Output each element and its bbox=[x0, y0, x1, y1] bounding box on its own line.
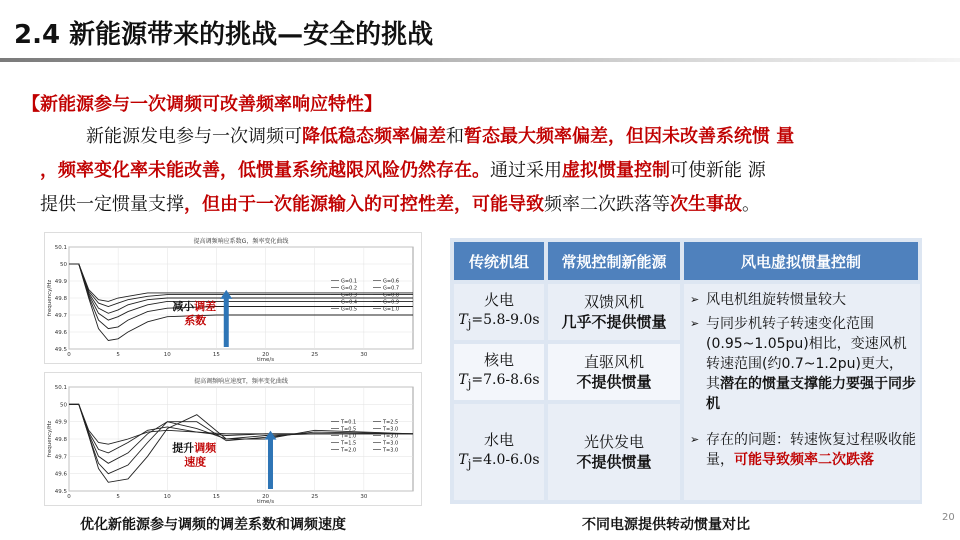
inertia-comparison-table bbox=[450, 238, 922, 504]
annotation-text: 调差 bbox=[194, 300, 217, 314]
y-tick-label: 49.7 bbox=[54, 454, 67, 461]
cell-dfig bbox=[548, 284, 680, 340]
tj-symbol: T bbox=[458, 312, 468, 329]
legend-label: G=0.6 bbox=[383, 278, 400, 285]
emphasis-text: 降低稳态频率偏差 bbox=[302, 126, 446, 147]
chart-svg bbox=[45, 233, 421, 363]
virtual-inertia-notes bbox=[684, 284, 920, 500]
chart-response-speed bbox=[44, 372, 422, 506]
y-tick-label: 49.9 bbox=[54, 419, 67, 426]
y-tick-label: 49.9 bbox=[54, 279, 67, 285]
x-tick-label: 15 bbox=[212, 494, 220, 500]
x-tick-label: 30 bbox=[360, 352, 368, 358]
title-underline bbox=[0, 58, 960, 62]
tj-symbol: T bbox=[458, 452, 468, 469]
emphasis-text: 可能导致频率二次跌落 bbox=[734, 452, 874, 468]
page-title: 2.4 新能源带来的挑战—安全的挑战 bbox=[14, 20, 434, 50]
inertia-note: 几乎不提供惯量 bbox=[561, 313, 667, 331]
x-tick-label: 20 bbox=[262, 494, 270, 500]
bullet-arrow-icon: ➢ bbox=[690, 433, 700, 446]
page-number: 20 bbox=[942, 512, 955, 523]
emphasis-text: ，但由于一次能源输入的可控性差，可能导致 bbox=[184, 194, 544, 215]
tj-value bbox=[458, 310, 539, 334]
legend-label: T=1.0 bbox=[341, 433, 357, 440]
annotation-text: 提升 bbox=[172, 441, 195, 455]
x-tick-label: 20 bbox=[262, 352, 270, 358]
legend-label: T=2.5 bbox=[383, 419, 399, 426]
para-line-2 bbox=[40, 154, 920, 188]
legend-label: G=0.9 bbox=[383, 299, 400, 306]
text-run: 通过采用 bbox=[490, 160, 562, 181]
section-subhead: 【新能源参与一次调频可改善频率响应特性】 bbox=[22, 94, 382, 115]
legend-label: G=0.4 bbox=[341, 299, 358, 306]
text-run: 可使新能 源 bbox=[670, 160, 766, 181]
y-axis-label: frequency/Hz bbox=[47, 279, 53, 317]
header-traditional: 传统机组 bbox=[454, 242, 544, 280]
legend-label: G=0.3 bbox=[341, 292, 358, 299]
legend-label: T=0.5 bbox=[341, 426, 357, 433]
bullet-arrow-icon: ➢ bbox=[690, 293, 700, 306]
annotation-text: 系数 bbox=[184, 314, 207, 328]
inertia-note: 不提供惯量 bbox=[576, 453, 652, 471]
tj-sub: j bbox=[467, 316, 472, 331]
inertia-note: 不提供惯量 bbox=[576, 373, 652, 391]
bullet-arrow-icon: ➢ bbox=[690, 317, 700, 330]
unit-name: 核电 bbox=[483, 351, 514, 370]
legend-label: T=3.0 bbox=[383, 426, 399, 433]
y-tick-label: 49.8 bbox=[54, 296, 67, 302]
header-virtual-inertia: 风电虚拟惯量控制 bbox=[684, 242, 918, 280]
annotation-text: 调频 bbox=[194, 441, 217, 455]
legend-label: G=0.7 bbox=[383, 285, 400, 292]
text-run: 新能源发电参与一次调频可 bbox=[86, 126, 302, 147]
cell-nuclear bbox=[454, 344, 544, 400]
legend-label: T=3.0 bbox=[383, 447, 399, 454]
x-tick-label: 10 bbox=[163, 352, 171, 358]
legend-label: G=1.0 bbox=[383, 306, 400, 313]
x-tick-label: 0 bbox=[67, 352, 71, 358]
tj-range: =7.6-8.6s bbox=[471, 372, 540, 389]
chart-title: 提高调频响应系数G，频率变化曲线 bbox=[193, 238, 289, 245]
x-tick-label: 0 bbox=[67, 494, 71, 500]
text-run: 与同步机转子转速变化范围(0.95~1.05pu)相比，变速风机转速范围(约0.7~1.2pu)更大，其 bbox=[706, 316, 907, 392]
y-tick-label: 50.1 bbox=[54, 245, 67, 251]
x-axis-label: time/s bbox=[256, 499, 275, 505]
y-tick-label: 50 bbox=[60, 262, 67, 268]
emphasis-text: 虚拟惯量控制 bbox=[562, 160, 670, 181]
cell-pv bbox=[548, 404, 680, 500]
text-run: 提供一定惯量支撑 bbox=[40, 194, 184, 215]
para-line-3 bbox=[40, 188, 920, 222]
text-run: 频率二次跌落等 bbox=[544, 194, 670, 215]
title-bar bbox=[0, 0, 960, 66]
new-energy-type: 直驱风机 bbox=[583, 353, 644, 371]
legend-label: T=0.1 bbox=[341, 419, 357, 426]
tj-value bbox=[458, 370, 539, 394]
legend-label: T=1.5 bbox=[341, 440, 357, 447]
tj-value bbox=[458, 450, 539, 474]
body-paragraph bbox=[40, 120, 920, 222]
annotation-text: 减小 bbox=[172, 300, 195, 314]
emphasis-text: ，频率变化率未能改善，低惯量系统越限风险仍然存在。 bbox=[40, 160, 490, 181]
bullet-item bbox=[690, 290, 916, 310]
y-tick-label: 49.6 bbox=[54, 471, 67, 478]
y-axis-label: frequency/Hz bbox=[47, 420, 53, 458]
bullet-text: 风电机组旋转惯量较大 bbox=[706, 292, 846, 308]
bullet-text bbox=[690, 430, 916, 470]
chart-svg bbox=[45, 373, 421, 505]
para-line-1 bbox=[40, 120, 920, 154]
y-tick-label: 49.5 bbox=[54, 347, 67, 353]
cell-hydro bbox=[454, 404, 544, 500]
chart-caption: 优化新能源参与调频的调差系数和调频速度 bbox=[80, 517, 346, 533]
cell-pmsg bbox=[548, 344, 680, 400]
y-tick-label: 49.8 bbox=[54, 437, 67, 443]
text-run: 。 bbox=[742, 194, 760, 215]
x-tick-label: 5 bbox=[116, 494, 120, 500]
header-conventional-new-energy: 常规控制新能源 bbox=[548, 242, 680, 280]
up-arrow-icon bbox=[268, 439, 273, 489]
legend-label: G=0.1 bbox=[341, 278, 358, 285]
unit-name: 水电 bbox=[483, 431, 514, 450]
chart-title: 提高调频响应速度T，频率变化曲线 bbox=[194, 378, 288, 385]
emphasis-text: 次生事故 bbox=[670, 194, 742, 215]
legend-label: T=3.0 bbox=[383, 433, 399, 440]
new-energy-type: 光伏发电 bbox=[583, 433, 644, 451]
y-tick-label: 49.7 bbox=[54, 313, 67, 319]
x-axis-label: time/s bbox=[256, 357, 275, 363]
up-arrow-icon bbox=[224, 298, 229, 347]
x-tick-label: 10 bbox=[163, 494, 171, 500]
legend-label: G=0.8 bbox=[383, 292, 400, 299]
unit-name: 火电 bbox=[483, 291, 514, 310]
x-tick-label: 15 bbox=[212, 352, 220, 358]
annotation-text: 速度 bbox=[184, 455, 207, 469]
legend-label: T=3.0 bbox=[383, 440, 399, 447]
y-tick-label: 49.6 bbox=[54, 330, 67, 336]
tj-range: =4.0-6.0s bbox=[471, 452, 540, 469]
y-tick-label: 49.5 bbox=[54, 489, 67, 495]
x-tick-label: 25 bbox=[311, 494, 319, 500]
y-tick-label: 50.1 bbox=[54, 385, 67, 391]
tj-range: =5.8-9.0s bbox=[471, 312, 540, 329]
emphasis-text: 暂态最大频率偏差，但因未改善系统惯 量 bbox=[464, 126, 795, 147]
cell-thermal bbox=[454, 284, 544, 340]
chart-droop-coefficient bbox=[44, 232, 422, 364]
bullet-text bbox=[690, 314, 916, 414]
legend-label: G=0.5 bbox=[341, 306, 358, 313]
legend-label: T=2.0 bbox=[341, 447, 357, 454]
x-tick-label: 25 bbox=[311, 352, 319, 358]
emphasis-text: 潜在的惯量支撑能力要强于同步机 bbox=[706, 376, 916, 412]
new-energy-type: 双馈风机 bbox=[583, 293, 644, 311]
y-tick-label: 50 bbox=[60, 402, 67, 409]
text-run: 和 bbox=[446, 126, 464, 147]
x-tick-label: 5 bbox=[116, 352, 120, 358]
x-tick-label: 30 bbox=[360, 494, 368, 500]
legend-label: G=0.2 bbox=[341, 285, 358, 292]
tj-sub: j bbox=[467, 456, 472, 471]
tj-symbol: T bbox=[458, 372, 468, 389]
text-run: 存在的问题：转速恢复过程吸收能量， bbox=[706, 432, 916, 468]
bullet-item bbox=[690, 314, 916, 414]
tj-sub: j bbox=[467, 376, 472, 391]
table-caption: 不同电源提供转动惯量对比 bbox=[582, 517, 750, 533]
bullet-item bbox=[690, 430, 916, 470]
